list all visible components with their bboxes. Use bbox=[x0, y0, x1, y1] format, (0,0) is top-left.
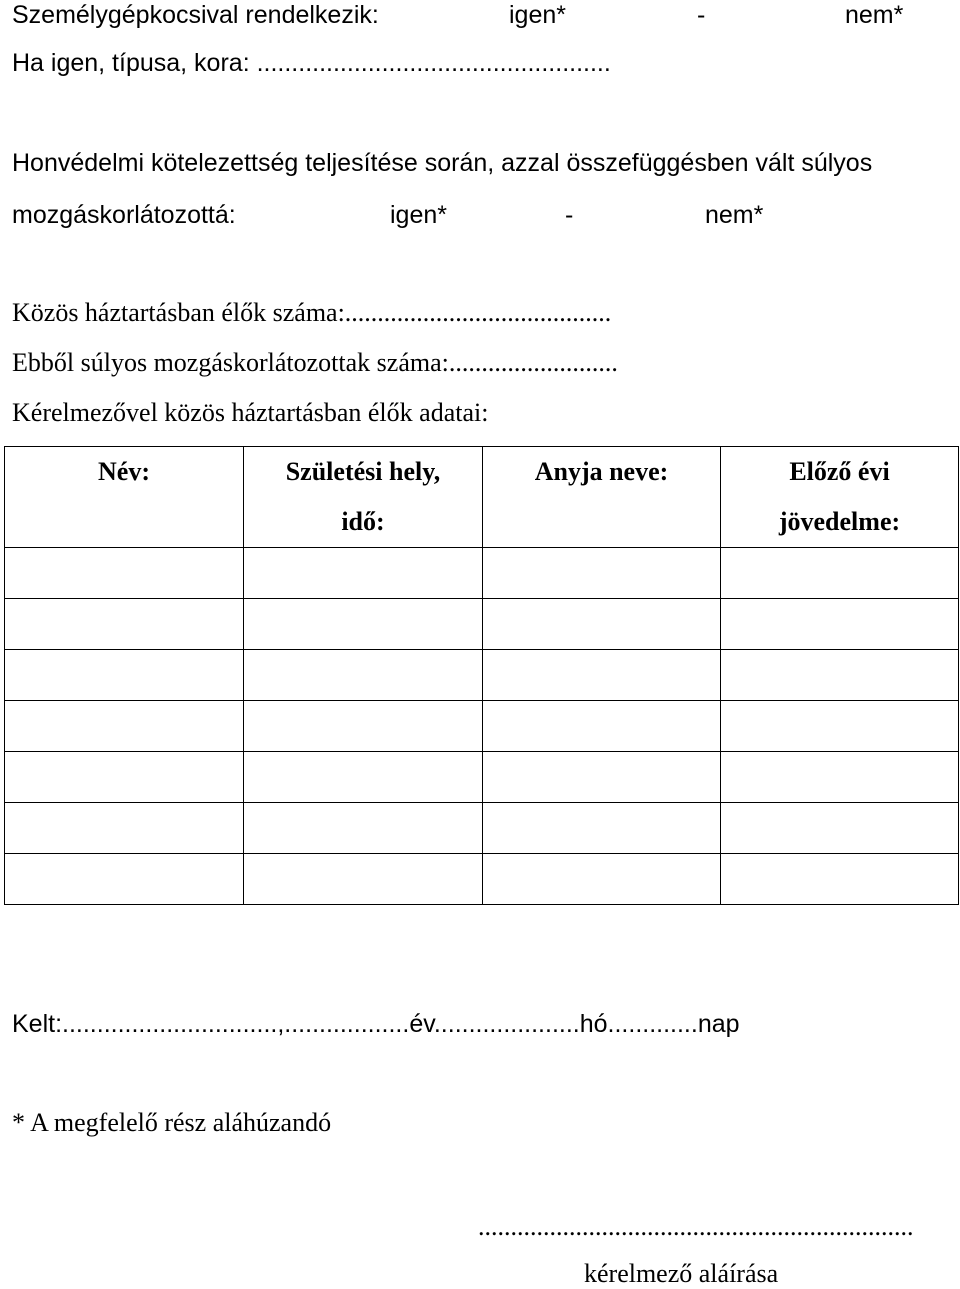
table-header-row bbox=[5, 447, 959, 548]
car-dash: - bbox=[697, 1, 706, 29]
table-cell[interactable] bbox=[5, 599, 244, 650]
table-cell[interactable] bbox=[5, 752, 244, 803]
table-cell[interactable] bbox=[5, 854, 244, 905]
table-cell[interactable] bbox=[721, 752, 959, 803]
car-type-line[interactable]: Ha igen, típusa, kora: ................................................... bbox=[12, 49, 611, 77]
header-birth: Születési hely, idő: bbox=[244, 447, 483, 548]
table-cell[interactable] bbox=[721, 599, 959, 650]
header-name: Név: bbox=[5, 447, 244, 548]
table-cell[interactable] bbox=[721, 548, 959, 599]
table-cell[interactable] bbox=[244, 650, 483, 701]
table-cell[interactable] bbox=[244, 701, 483, 752]
household-disabled-line[interactable]: Ebből súlyos mozgáskorlátozottak száma:.......................... bbox=[12, 348, 618, 377]
table-row bbox=[5, 548, 959, 599]
table-cell[interactable] bbox=[244, 803, 483, 854]
table-cell[interactable] bbox=[483, 803, 721, 854]
table-cell[interactable] bbox=[483, 650, 721, 701]
table-cell[interactable] bbox=[483, 548, 721, 599]
header-mother: Anyja neve: bbox=[483, 447, 721, 548]
car-no-option[interactable]: nem* bbox=[845, 1, 904, 29]
table-row bbox=[5, 599, 959, 650]
table-cell[interactable] bbox=[5, 803, 244, 854]
signature-label: kérelmező aláírása bbox=[584, 1259, 779, 1288]
table-cell[interactable] bbox=[5, 701, 244, 752]
members-table bbox=[4, 446, 959, 905]
table-cell[interactable] bbox=[483, 599, 721, 650]
table-cell[interactable] bbox=[5, 650, 244, 701]
table-cell[interactable] bbox=[721, 803, 959, 854]
table-cell[interactable] bbox=[483, 701, 721, 752]
table-row bbox=[5, 854, 959, 905]
signature-line[interactable]: ................................................................... bbox=[478, 1212, 914, 1241]
military-no-option[interactable]: nem* bbox=[705, 201, 764, 229]
household-members-heading: Kérelmezővel közös háztartásban élők adatai: bbox=[12, 398, 489, 427]
car-label: Személygépkocsival rendelkezik: bbox=[12, 1, 379, 29]
table-cell[interactable] bbox=[244, 548, 483, 599]
table-cell[interactable] bbox=[483, 752, 721, 803]
table-row bbox=[5, 752, 959, 803]
military-dash: - bbox=[565, 201, 574, 229]
military-yes-option[interactable]: igen* bbox=[390, 201, 447, 229]
car-yes-option[interactable]: igen* bbox=[509, 1, 566, 29]
military-line: Honvédelmi kötelezettség teljesítése során, azzal összefüggésben vált súlyos bbox=[12, 149, 873, 177]
table-cell[interactable] bbox=[244, 752, 483, 803]
table-cell[interactable] bbox=[483, 854, 721, 905]
table-row bbox=[5, 701, 959, 752]
header-income: Előző évi jövedelme: bbox=[721, 447, 959, 548]
table-row bbox=[5, 803, 959, 854]
table-cell[interactable] bbox=[721, 854, 959, 905]
dated-line[interactable]: Kelt:...............................,..................év.....................hó.............nap bbox=[12, 1010, 740, 1038]
table-cell[interactable] bbox=[721, 701, 959, 752]
household-count-line[interactable]: Közös háztartásban élők száma:......................................... bbox=[12, 298, 612, 327]
table-cell[interactable] bbox=[244, 599, 483, 650]
table-row bbox=[5, 650, 959, 701]
table-cell[interactable] bbox=[5, 548, 244, 599]
table-cell[interactable] bbox=[721, 650, 959, 701]
table-cell[interactable] bbox=[244, 854, 483, 905]
military-label: mozgáskorlátozottá: bbox=[12, 201, 236, 229]
footnote: * A megfelelő rész aláhúzandó bbox=[12, 1108, 332, 1137]
